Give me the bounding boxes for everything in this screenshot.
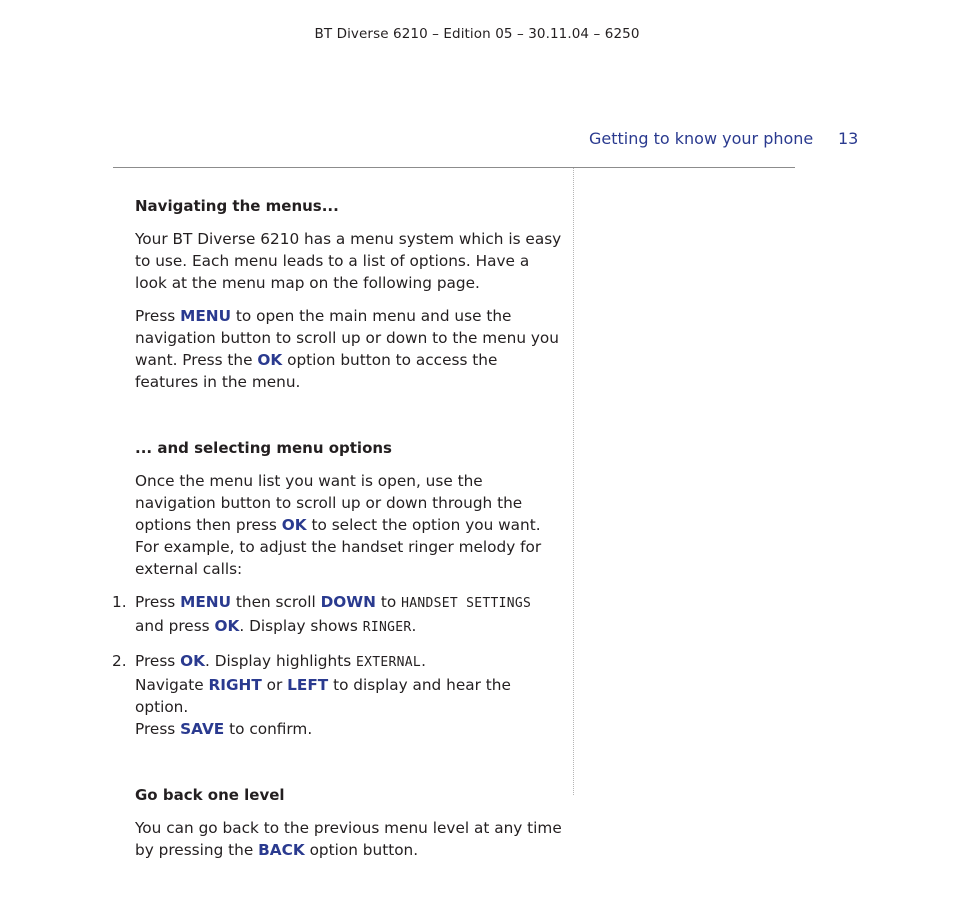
paragraph-press-menu bbox=[135, 305, 565, 393]
key-down: DOWN bbox=[320, 593, 376, 611]
step-number: 1. bbox=[112, 593, 127, 611]
section-title: Getting to know your phone bbox=[589, 129, 814, 148]
text: or bbox=[261, 676, 288, 694]
key-left: LEFT bbox=[287, 676, 329, 694]
text: and press bbox=[135, 617, 215, 635]
key-ok: OK bbox=[281, 516, 307, 534]
text: option button to access the features in the menu. bbox=[135, 351, 498, 391]
step-2 bbox=[112, 650, 565, 740]
display-text-ringer: RINGER bbox=[362, 620, 412, 635]
main-column bbox=[112, 195, 565, 872]
section-gap bbox=[135, 404, 565, 437]
page-number: 13 bbox=[838, 129, 859, 148]
text: Press bbox=[135, 720, 181, 738]
step-line bbox=[135, 591, 565, 615]
text: Navigate bbox=[135, 676, 209, 694]
text: . bbox=[411, 617, 417, 635]
heading-selecting-options: ... and selecting menu options bbox=[135, 439, 392, 457]
display-text-external: EXTERNAL bbox=[356, 655, 422, 670]
key-right: RIGHT bbox=[208, 676, 262, 694]
key-menu: MENU bbox=[180, 307, 232, 325]
key-back: BACK bbox=[258, 841, 305, 859]
step-line bbox=[135, 615, 565, 639]
key-ok: OK bbox=[257, 351, 283, 369]
text: . Display highlights bbox=[204, 652, 357, 670]
step-line bbox=[135, 650, 565, 674]
step-line bbox=[135, 718, 565, 740]
paragraph-go-back bbox=[135, 817, 565, 861]
text: option button. bbox=[304, 841, 419, 859]
key-menu: MENU bbox=[180, 593, 232, 611]
text: to select the option you want. For example, to adjust the handset ringer melody for external calls: bbox=[135, 516, 542, 578]
text: then scroll bbox=[231, 593, 321, 611]
paragraph-select-intro bbox=[135, 470, 565, 580]
text: You can go back to the previous menu level at any time by pressing the bbox=[135, 819, 562, 859]
header-rule bbox=[113, 167, 795, 168]
key-ok: OK bbox=[214, 617, 240, 635]
text: Press bbox=[135, 593, 181, 611]
text: . bbox=[421, 652, 426, 670]
text: Once the menu list you want is open, use the navigation button to scroll up or down through the options then press bbox=[135, 472, 523, 534]
heading-navigating-menus: Navigating the menus... bbox=[135, 197, 339, 215]
display-text-handset-settings: HANDSET SETTINGS bbox=[401, 596, 532, 611]
key-ok: OK bbox=[180, 652, 205, 670]
text: Press bbox=[135, 307, 181, 325]
text: to confirm. bbox=[224, 720, 313, 738]
text: to display and hear the option. bbox=[135, 676, 511, 716]
step-line bbox=[135, 674, 565, 718]
text: Press bbox=[135, 652, 181, 670]
text: to open the main menu and use the navigation button to scroll up or down to the menu you want. Press the bbox=[135, 307, 559, 369]
section-gap bbox=[135, 751, 565, 784]
key-save: SAVE bbox=[180, 720, 225, 738]
step-number: 2. bbox=[112, 652, 127, 670]
paragraph-menu-intro: Your BT Diverse 6210 has a menu system which is easy to use. Each menu leads to a list of options. Have a look at the menu map on the following page. bbox=[135, 230, 562, 292]
column-divider bbox=[573, 168, 574, 795]
heading-go-back: Go back one level bbox=[135, 786, 285, 804]
step-1 bbox=[112, 591, 565, 639]
text: to bbox=[376, 593, 402, 611]
text: . Display shows bbox=[239, 617, 363, 635]
document-meta: BT Diverse 6210 – Edition 05 – 30.11.04 – 6250 bbox=[314, 26, 640, 42]
